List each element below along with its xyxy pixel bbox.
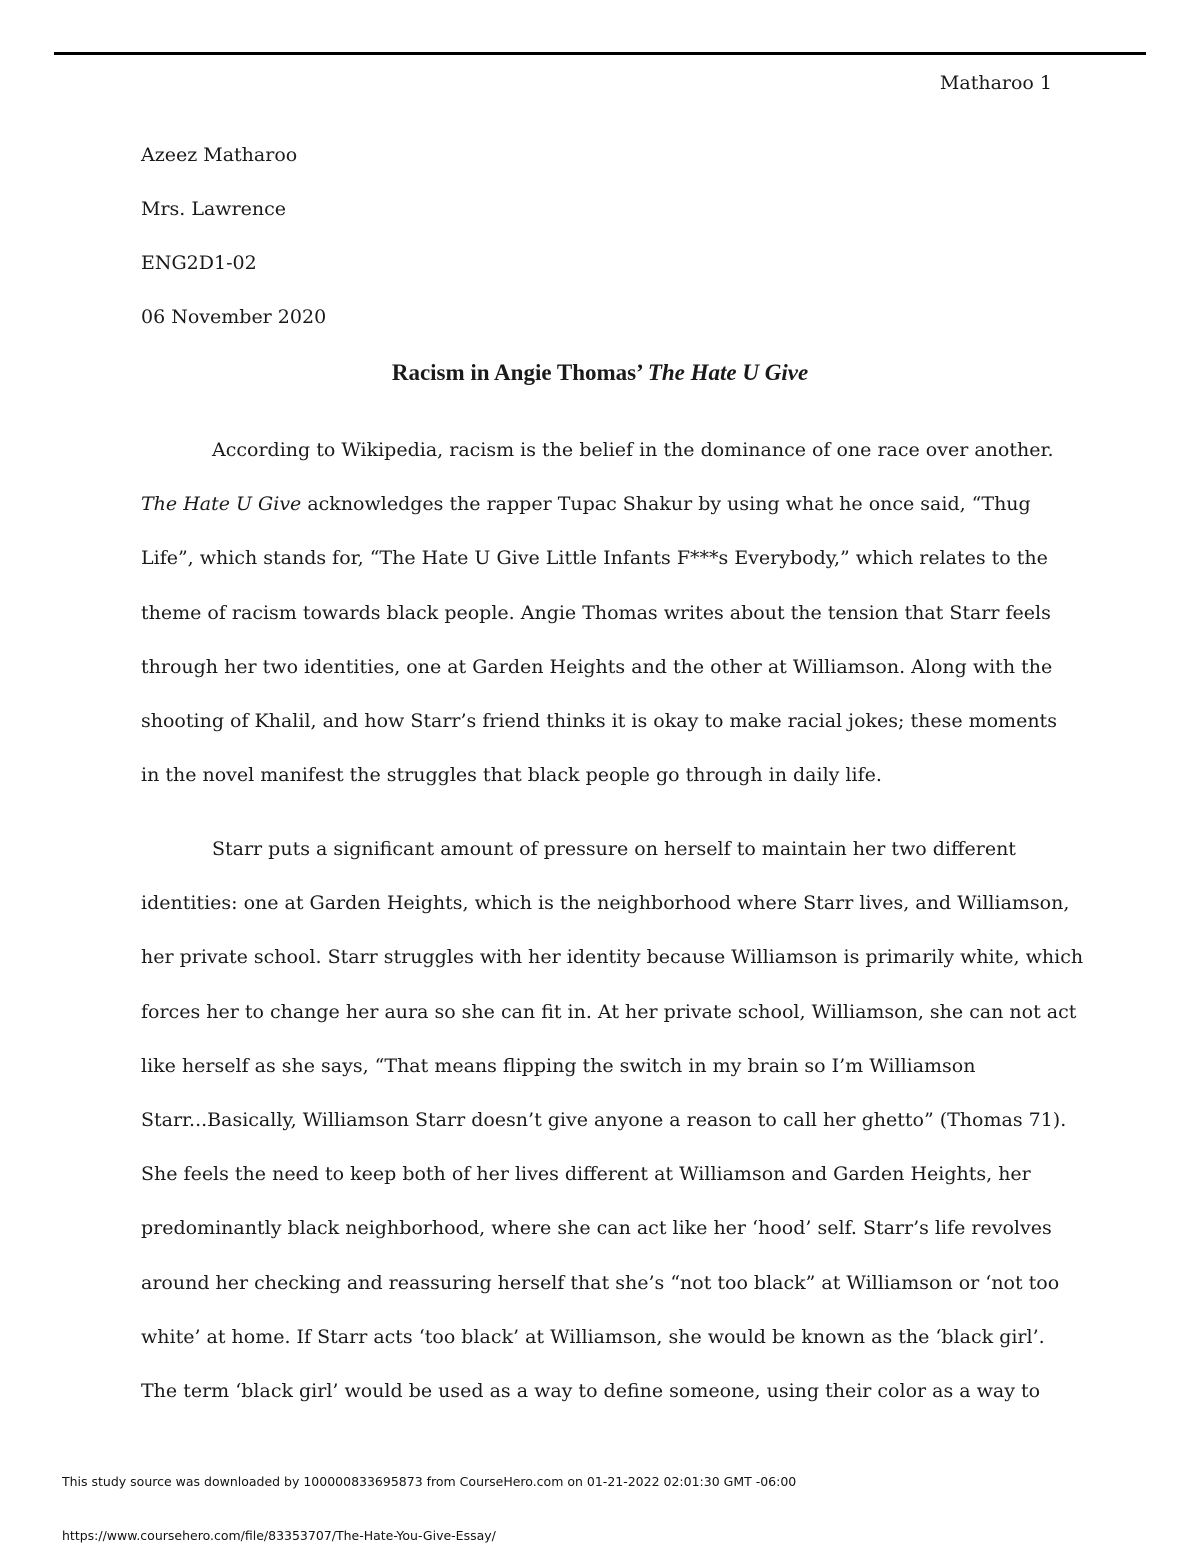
paragraph-1-line: shooting of Khalil, and how Starr’s friend thinks it is okay to make racial jokes; these moments — [141, 709, 1057, 732]
paragraph-1-line-rest: acknowledges the rapper Tupac Shakur by using what he once said, “Thug — [301, 493, 1031, 516]
paragraph-2-line: forces her to change her aura so she can fit in. At her private school, Williamson, she can not act — [141, 1000, 1077, 1023]
paragraph-1-line — [141, 487, 1071, 541]
source-url-link[interactable]: https://www.coursehero.com/file/83353707/The-Hate-You-Give-Essay/ — [62, 1528, 496, 1543]
paragraph-1-line: theme of racism towards black people. Angie Thomas writes about the tension that Starr feels — [141, 601, 1051, 624]
paragraph-2-line: identities: one at Garden Heights, which is the neighborhood where Starr lives, and Williamson, — [141, 892, 1070, 915]
paragraph-1-line: through her two identities, one at Garden Heights and the other at Williamson. Along with the — [141, 655, 1053, 678]
essay-date: 06 November 2020 — [141, 306, 327, 328]
paragraph-2-line: white’ at home. If Starr acts ‘too black’ at Williamson, she would be known as the ‘black girl’. — [141, 1325, 1045, 1348]
paragraph-2-line: Starr puts a significant amount of pressure on herself to maintain her two different — [212, 838, 1016, 860]
essay-title — [0, 360, 1200, 386]
course-code: ENG2D1-02 — [141, 252, 257, 274]
paragraph-2-line: like herself as she says, “That means flipping the switch in my brain so I’m Williamson — [141, 1054, 976, 1077]
paragraph-2 — [141, 832, 1084, 1428]
paragraph-2-line: She feels the need to keep both of her lives different at Williamson and Garden Heights, her — [141, 1163, 1031, 1186]
student-name: Azeez Matharoo — [141, 144, 298, 166]
paragraph-1-line: in the novel manifest the struggles that black people go through in daily life. — [141, 764, 882, 787]
running-head: Matharoo 1 — [939, 72, 1052, 94]
teacher-name: Mrs. Lawrence — [141, 198, 287, 220]
title-prefix: Racism in Angie Thomas’ — [391, 360, 648, 385]
title-book: The Hate U Give — [647, 360, 809, 385]
paragraph-1-line: According to Wikipedia, racism is the belief in the dominance of one race over another. — [212, 439, 1054, 461]
paragraph-1-line: Life”, which stands for, “The Hate U Give Little Infants F***s Everybody,” which relates to the — [141, 547, 1048, 570]
book-title-inline: The Hate U Give — [141, 493, 302, 516]
paragraph-2-line: predominantly black neighborhood, where she can act like her ‘hood’ self. Starr’s life revolves — [141, 1217, 1052, 1240]
paragraph-2-line: Starr...Basically, Williamson Starr doesn’t give anyone a reason to call her ghetto” (Thomas 71). — [141, 1108, 1067, 1131]
top-rule — [54, 52, 1146, 55]
paragraph-1 — [141, 433, 1071, 812]
download-notice: This study source was downloaded by 100000833695873 from CourseHero.com on 01-21-2022 02:01:30 GMT -06:00 — [62, 1474, 797, 1489]
paragraph-2-line: The term ‘black girl’ would be used as a way to define someone, using their color as a way to — [141, 1379, 1041, 1402]
paragraph-2-line: her private school. Starr struggles with her identity because Williamson is primarily white, which — [141, 946, 1084, 969]
paragraph-2-line: around her checking and reassuring herself that she’s “not too black” at Williamson or ‘not too — [141, 1271, 1060, 1294]
